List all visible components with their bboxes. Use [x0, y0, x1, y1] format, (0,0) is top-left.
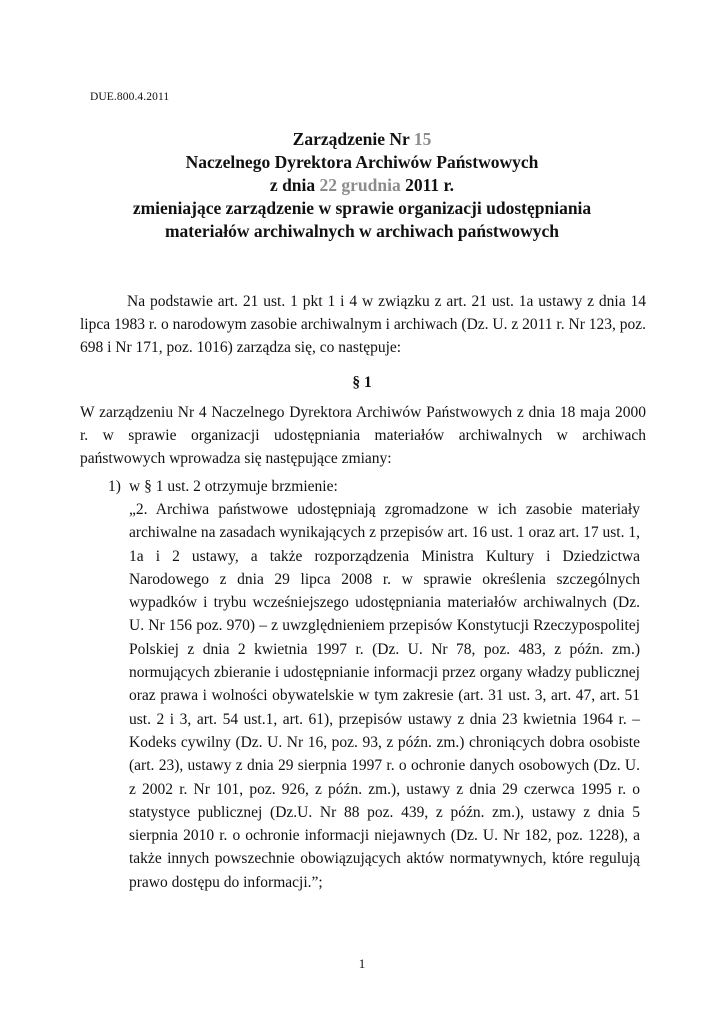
intro-paragraph: Na podstawie art. 21 ust. 1 pkt 1 i 4 w związku z art. 21 ust. 1a ustawy z dnia 14 lipca 1983 r. o narodowym zasobie archiwalnym i archiwach (Dz. U. z 2011 r. Nr 123, poz. 698 i Nr 171, poz. 1016) zarządza się, co następuje: [80, 293, 646, 356]
section-1-paragraph: W zarządzeniu Nr 4 Naczelnego Dyrektora Archiwów Państwowych z dnia 18 maja 2000 r. w sprawie organizacji udostępniania materiałów archiwalnych w archiwach państwowych wprowadza się następujące zmiany: [80, 404, 646, 467]
list-item-number: 1) [108, 478, 121, 495]
title-order-label: Zarządzenie Nr [292, 129, 414, 149]
list-item-text: w § 1 ust. 2 otrzymuje brzmienie: [129, 478, 338, 495]
title-line-2: Naczelnego Dyrektora Archiwów Państwowych [185, 152, 539, 172]
page-number: 1 [358, 956, 366, 971]
title-line-5: materiałów archiwalnych w archiwach państwowych [164, 221, 560, 241]
title-date-year: 2011 r. [400, 175, 455, 195]
list-item-1 [108, 475, 338, 498]
title-line-3 [0, 174, 724, 197]
title-line-1 [0, 128, 724, 151]
section-sign: § 1 [352, 374, 372, 391]
title-line-4: zmieniające zarządzenie w sprawie organizacji udostępniania [132, 198, 592, 218]
document-reference: DUE.800.4.2011 [90, 91, 170, 103]
title-date: 22 grudnia [319, 175, 401, 195]
title-order-number: 15 [413, 129, 432, 149]
title-date-prefix: z dnia [269, 175, 320, 195]
document-title [0, 128, 724, 243]
quoted-provision: „2. Archiwa państwowe udostępniają zgromadzone w ich zasobie materiały archiwalne na zasadach wynikających z przepisów art. 16 ust. 1 oraz art. 17 ust. 1, 1a i 2 ustawy, a także rozporządzenia Ministra Kultury i Dziedzictwa Narodowego z dnia 29 lipca 2008 r. w sprawie określenia szczególnych wypadków i trybu wcześniejszego udostępniania materiałów archiwalnych (Dz. U. Nr 156 poz. 970) – z uwzględnieniem przepisów Konstytucji Rzeczypospolitej Polskiej z dnia 2 kwietnia 1997 r. (Dz. U. Nr 78, poz. 483, z późn. zm.) normujących zbieranie i udostępnianie informacji przez organy władzy publicznej oraz prawa i wolności obywatelskie w tym zakresie (art. 31 ust. 3, art. 47, art. 51 ust. 2 i 3, art. 54 ust.1, art. 61), przepisów ustawy z dnia 23 kwietnia 1964 r. – Kodeks cywilny (Dz. U. Nr 16, poz. 93, z późn. zm.) chroniących dobra osobiste (art. 23), ustawy z dnia 29 sierpnia 1997 r. o ochronie danych osobowych (Dz. U. z 2002 r. Nr 101, poz. 926, z późn. zm.), ustawy z dnia 29 czerwca 1995 r. o statystyce publicznej (Dz.U. Nr 88 poz. 439, z późn. zm.), ustawy z dnia 5 sierpnia 2010 r. o ochronie informacji niejawnych (Dz. U. Nr 182, poz. 1228), a także innych powszechnie obowiązujących aktów normatywnych, które regulują prawo dostępu do informacji.”; [129, 501, 640, 891]
